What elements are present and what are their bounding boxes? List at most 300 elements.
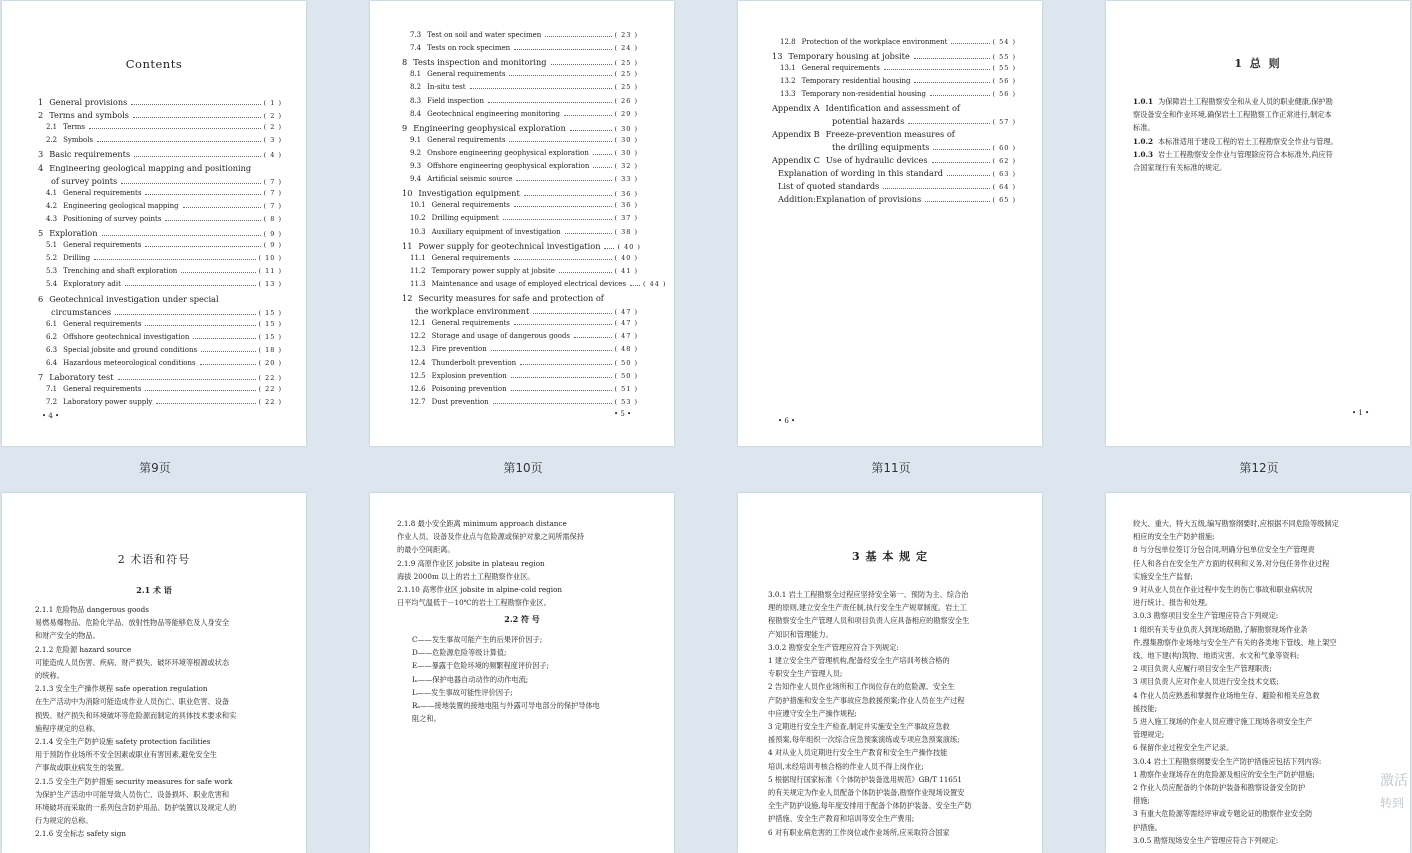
toc-number: 8.1 (410, 70, 422, 79)
toc-number: 5.3 (46, 267, 58, 276)
text-line: 和财产安全的物品。 (35, 631, 100, 641)
toc-entry[interactable] (410, 70, 638, 78)
text-line: 3.0.3 勘察项目安全生产管理应符合下列规定: (1133, 611, 1279, 621)
text-line: 线、地下建(构)筑物、地质灾害、水文和气象等资料; (1133, 651, 1300, 661)
toc-entry[interactable] (46, 136, 282, 144)
toc-page-number: ( 47 ) (614, 332, 638, 341)
toc-label: Poisoning prevention (431, 384, 507, 393)
toc-entry[interactable] (410, 319, 638, 327)
toc-entry[interactable] (410, 214, 638, 222)
toc-entry[interactable] (46, 202, 282, 210)
page-caption-10[interactable]: 第10页 (503, 461, 543, 475)
document-page-12[interactable] (1106, 1, 1410, 446)
toc-page-number: ( 22 ) (258, 398, 282, 407)
toc-entry[interactable] (410, 31, 638, 39)
toc-entry[interactable] (780, 77, 1016, 85)
toc-leader (932, 162, 990, 163)
toc-entry[interactable] (410, 398, 638, 406)
toc-number: 3 (38, 149, 44, 160)
toc-number: 10.3 (410, 227, 426, 236)
text-line: 在生产活动中为消除可能造成作业人员伤亡、职业危害、设备 (35, 697, 230, 707)
toc-number: 1 (38, 97, 44, 107)
toc-leader (97, 141, 261, 142)
toc-entry[interactable] (772, 103, 1016, 113)
toc-label: the drilling equipments (832, 142, 930, 152)
text-line: 3.0.4 岩土工程勘察纲要安全生产防护措施应包括下列内容: (1133, 756, 1322, 766)
text-line (1133, 148, 1383, 161)
toc-number: 12.1 (410, 319, 426, 328)
toc-label: Maintenance and usage of employed electrical devices (431, 279, 627, 288)
toc-number: 9 (402, 122, 408, 133)
toc-leader (565, 233, 612, 234)
toc-entry[interactable] (772, 51, 1016, 61)
text-line: Iₙ——保护电器自动动作的动作电流; (412, 674, 529, 684)
toc-entry[interactable] (410, 279, 667, 288)
toc-leader (630, 285, 640, 286)
toc-entry[interactable] (46, 241, 282, 249)
toc-entry[interactable] (772, 142, 1016, 152)
toc-entry[interactable] (410, 345, 638, 353)
toc-leader (545, 36, 611, 37)
toc-leader (514, 324, 612, 325)
toc-entry[interactable] (38, 110, 282, 120)
toc-label: Terms (63, 123, 85, 132)
toc-entry[interactable] (410, 175, 638, 183)
toc-label: In-situ test (427, 83, 466, 92)
toc-page-number: ( 63 ) (992, 170, 1016, 178)
toc-label: Explanation of wording in this standard (778, 168, 943, 178)
text-line: 易燃易爆物品、危险化学品、放射性物品等能够危及人身安全 (35, 618, 230, 628)
toc-entry[interactable] (38, 228, 282, 238)
toc-number: 4.3 (46, 214, 58, 223)
toc-page-number: ( 54 ) (992, 38, 1016, 46)
toc-page-number: ( 40 ) (617, 242, 641, 251)
toc-page-number: ( 2 ) (263, 123, 282, 132)
toc-leader (118, 379, 256, 380)
toc-label: Terms and symbols (49, 110, 129, 121)
text-line: 1 组织有关专业负责人到现场踏勘,了解勘察现场作业条 (1133, 624, 1308, 634)
toc-leader (933, 149, 989, 150)
toc-entry[interactable] (772, 181, 1016, 191)
toc-page-number: ( 2 ) (263, 112, 282, 121)
toc-leader (125, 285, 256, 286)
document-page-9[interactable] (2, 1, 306, 446)
toc-leader (947, 175, 990, 176)
toc-page-number: ( 1 ) (263, 99, 282, 107)
toc-page-number: ( 9 ) (263, 241, 282, 250)
toc-entry[interactable] (402, 240, 641, 251)
toc-leader (102, 235, 261, 236)
toc-number: 11.3 (410, 279, 426, 288)
toc-leader (559, 272, 612, 273)
toc-leader (193, 338, 255, 339)
toc-entry[interactable] (38, 163, 282, 173)
text-line: 进行统计、报告和处理。 (1133, 598, 1213, 608)
toc-entry[interactable] (410, 201, 638, 209)
page-caption-9[interactable]: 第9页 (139, 461, 171, 475)
chapter-title: 2 术语和符号 (117, 553, 191, 566)
text-line: 2.1.1 危险物品 dangerous goods (35, 605, 149, 614)
toc-number: 5 (38, 228, 44, 238)
section-body (397, 517, 657, 609)
text-line: 2.1.6 安全标志 safety sign (35, 829, 126, 839)
toc-label: Special jobsite and ground conditions (63, 345, 198, 354)
toc-entry[interactable] (46, 123, 282, 131)
toc-label: circumstances (51, 306, 112, 317)
toc-label: Protection of the workplace environment (801, 38, 948, 46)
toc-entry[interactable] (46, 215, 282, 223)
toc-number: 12.7 (410, 397, 426, 406)
toc-leader (908, 123, 989, 124)
toc-entry[interactable] (46, 385, 282, 393)
toc-label: Identification and assessment of (825, 103, 960, 113)
toc-number: 4.1 (46, 188, 58, 197)
toc-number: 6.4 (46, 359, 58, 367)
text-line: 3.0.2 勘察安全生产管理应符合下列规定: (768, 642, 899, 652)
clause-number: 1.0.3 (1133, 149, 1154, 159)
toc-label: General requirements (63, 385, 142, 394)
toc-label: Drilling equipment (431, 214, 499, 223)
toc-number: 9.3 (410, 162, 422, 170)
text-line: 3.0.1 岩土工程勘察全过程应坚持安全第一、预防为主、综合治 (768, 590, 969, 599)
toc-entry[interactable] (410, 110, 638, 118)
toc-number: 8.4 (410, 109, 422, 118)
document-page-13[interactable] (2, 493, 306, 853)
document-page-11[interactable] (738, 1, 1042, 446)
toc-entry[interactable] (410, 385, 638, 393)
toc-leader (511, 377, 612, 378)
toc-label: Drilling (63, 254, 91, 263)
section-title: 2.1 术 语 (136, 585, 172, 595)
toc-number: 7.3 (410, 31, 422, 39)
toc-entry[interactable] (780, 38, 1016, 46)
toc-page-number: ( 7 ) (263, 188, 282, 197)
toc-entry[interactable] (772, 168, 1016, 178)
toc-entry[interactable] (772, 155, 1016, 165)
toc-label: General requirements (63, 319, 142, 328)
toc-label: Trenching and shaft exploration (63, 267, 178, 276)
clause-text: 标准。 (1133, 123, 1155, 133)
text-line: E——暴露于危险环境的频繁程度评价因子; (412, 661, 550, 671)
toc-number: 10.1 (410, 201, 426, 210)
toc-page-number: ( 15 ) (258, 332, 282, 341)
text-line: 6 对有职业病危害的工作岗位或作业场所,应采取符合国家 (768, 827, 950, 837)
toc-page-number: ( 44 ) (643, 279, 667, 288)
toc-page-number: ( 47 ) (614, 319, 638, 328)
text-line: 的最小空间距离。 (397, 545, 455, 555)
toc-label: the workplace environment (415, 306, 530, 317)
text-line: 援技能; (1133, 703, 1157, 713)
text-line (1133, 135, 1383, 148)
toc-number: 12.2 (410, 332, 426, 341)
document-page-16[interactable] (1106, 493, 1410, 853)
toc-number: 8.3 (410, 96, 422, 105)
toc-number: 9.2 (410, 148, 422, 157)
toc-leader (165, 220, 260, 221)
toc-page-number: ( 30 ) (614, 135, 638, 144)
page-caption-12[interactable]: 第12页 (1239, 461, 1279, 475)
toc-label: Symbols (63, 136, 94, 145)
toc-label: General requirements (63, 188, 142, 197)
toc-label: Temporary power supply at jobsite (431, 266, 555, 275)
text-line: C——发生事故可能产生的后果评价因子; (412, 635, 543, 644)
toc-entry[interactable] (402, 188, 638, 198)
toc-label: Temporary residential housing (801, 77, 911, 85)
toc-label: General provisions (49, 97, 128, 107)
toc-leader (570, 130, 612, 131)
toc-page-number: ( 64 ) (992, 183, 1016, 191)
toc-entry[interactable] (38, 294, 282, 304)
toc-page-number: ( 13 ) (258, 280, 282, 289)
toc-entry[interactable] (772, 116, 1016, 126)
toc-entry[interactable] (46, 320, 282, 328)
toc-label: Freeze-prevention measures of (825, 129, 955, 139)
toc-number: 10.2 (410, 214, 426, 223)
toc-label: General requirements (63, 241, 142, 250)
text-line: 5 根据现行国家标准《个体防护装备选用规范》GB/T 11651 (768, 774, 962, 784)
toc-entry[interactable] (780, 64, 1016, 72)
toc-entry[interactable] (410, 97, 638, 105)
toc-label: Temporary housing at jobsite (788, 51, 910, 61)
toc-number: 5.4 (46, 280, 58, 289)
toc-entry[interactable] (410, 359, 638, 367)
toc-entry[interactable] (772, 129, 1016, 139)
toc-label: General requirements (427, 70, 506, 79)
toc-leader (181, 272, 255, 273)
toc-leader (145, 325, 255, 326)
toc-entry[interactable] (402, 57, 638, 67)
toc-page-number: ( 25 ) (614, 59, 638, 68)
toc-leader (524, 195, 612, 196)
text-line: 较大、重大、特大五级,编写勘察纲要时,应根据不同危险等级制定 (1133, 519, 1339, 528)
symbol-list (412, 633, 652, 725)
toc-entry[interactable] (402, 293, 638, 303)
toc-leader (604, 248, 614, 249)
toc-number: 12.8 (780, 38, 796, 46)
clause-text: 为保障岩土工程勘察安全和从业人员的职业健康,保护勘 (1158, 97, 1333, 106)
text-line: 2.1.8 最小安全距离 minimum approach distance (397, 519, 567, 528)
toc-number: 13.3 (780, 90, 796, 98)
document-page-14[interactable] (370, 493, 674, 853)
toc-leader (134, 156, 261, 157)
toc-page-number: ( 4 ) (263, 151, 282, 160)
document-page-15[interactable] (738, 493, 1042, 853)
text-line: 产防护措施和安全生产事故应急救援预案;作业人员在生产过程 (768, 695, 965, 705)
toc-number: 7 (38, 372, 44, 383)
toc-entry[interactable] (402, 306, 638, 316)
toc-entry[interactable] (410, 372, 638, 380)
toc-leader (574, 337, 612, 338)
chapter-title: 3 基 本 规 定 (852, 550, 928, 563)
toc-label: Exploration (49, 228, 98, 238)
toc-entry[interactable] (46, 267, 282, 275)
toc-page-number: ( 3 ) (263, 136, 282, 145)
toc-entry[interactable] (46, 280, 282, 288)
text-line: 实施安全生产监督; (1133, 571, 1193, 581)
text-line: 2 告知作业人员作业场所和工作岗位存在的危险源、安全生 (768, 682, 955, 692)
toc-entry[interactable] (410, 267, 638, 275)
text-line: 海拔 2000m 以上的岩土工程勘察作业区。 (397, 571, 535, 581)
toc-leader (884, 69, 990, 70)
toc-number: 6 (38, 293, 44, 304)
toc-entry[interactable] (46, 346, 282, 354)
toc-page-number: ( 26 ) (614, 96, 638, 105)
contents-title: Contents (125, 57, 183, 71)
toc-entry[interactable] (46, 254, 282, 262)
text-line: 措施; (1133, 796, 1150, 806)
toc-page-number: ( 30 ) (614, 148, 638, 157)
toc-label: Security measures for safe and protection of (418, 293, 604, 303)
toc-leader (520, 364, 611, 365)
toc-leader (533, 313, 611, 314)
toc-number: Appendix C (772, 155, 820, 165)
document-page-10[interactable] (370, 1, 674, 446)
toc-entry[interactable] (410, 332, 638, 340)
toc-label: Engineering geological mapping and positioning (49, 162, 252, 173)
toc-leader (488, 102, 612, 103)
text-line: 可能造成人员伤害、疾病、财产损失、破坏环境等根源或状态 (35, 657, 230, 667)
text-line: 件,搜集勘察作业场地与安全生产有关的各类地下管线、地上架空 (1133, 637, 1337, 647)
text-line: 环境破坏而采取的一系列包含防护用品、防护装置以及规定人的 (35, 803, 237, 813)
toc-page-number: ( 55 ) (992, 53, 1016, 61)
toc-number: 9.4 (410, 175, 422, 184)
toc-label: Onshore engineering geophysical exploration (427, 148, 589, 157)
toc-leader (925, 201, 989, 202)
toc-entry[interactable] (410, 162, 638, 170)
toc-entry[interactable] (410, 228, 638, 236)
text-line: 中应遵守安全生产操作规程; (768, 708, 857, 718)
toc-label: Hazardous meteorological conditions (63, 359, 196, 367)
toc-entry[interactable] (38, 372, 282, 382)
toc-entry[interactable] (780, 90, 1016, 98)
toc-label: Engineering geophysical exploration (413, 122, 566, 133)
toc-leader (183, 207, 261, 208)
toc-label: General requirements (431, 319, 510, 328)
toc-number: 12.6 (410, 384, 426, 393)
text-line: 培训,未经培训考核合格的作业人员不得上岗作业; (768, 761, 924, 771)
text-line: 2 项目负责人应履行项目安全生产管理职责; (1133, 664, 1272, 674)
section-body (35, 603, 285, 841)
toc-page-number: ( 51 ) (614, 384, 638, 393)
text-line: 5 进入施工现场的作业人员应遵守施工现场各项安全生产 (1133, 717, 1313, 727)
toc-entry[interactable] (772, 194, 1016, 204)
toc-number: 6.1 (46, 319, 58, 328)
toc-leader (509, 141, 611, 142)
text-line: 2.1.3 安全生产操作规程 safe operation regulation (35, 684, 208, 694)
text-line: 专职安全生产管理人员; (768, 669, 843, 679)
toc-leader (593, 154, 612, 155)
toc-number: 5.2 (46, 254, 58, 263)
toc-page-number: ( 24 ) (614, 44, 638, 53)
toc-page-number: ( 65 ) (992, 196, 1016, 204)
toc-label: Dust prevention (431, 397, 489, 406)
text-line (1133, 108, 1383, 121)
toc-entry[interactable] (46, 398, 282, 406)
text-line: L——发生事故可能性评价因子; (412, 687, 513, 697)
toc-entry[interactable] (46, 333, 282, 341)
toc-number: 2.2 (46, 136, 58, 145)
text-line: 4 作业人员应熟悉和掌握作业场地生存、避险和相关应急救 (1133, 690, 1320, 700)
toc-leader (593, 167, 611, 168)
toc-page-number: ( 29 ) (614, 109, 638, 118)
toc-entry[interactable] (410, 83, 638, 91)
toc-entry[interactable] (46, 359, 282, 367)
toc-number: 12 (402, 293, 413, 303)
toc-page-number: ( 15 ) (258, 319, 282, 328)
toc-entry[interactable] (46, 189, 282, 197)
chapter-body (1133, 95, 1383, 174)
toc-label: Tests inspection and monitoring (413, 57, 547, 68)
toc-entry[interactable] (410, 136, 638, 144)
toc-entry[interactable] (410, 44, 638, 52)
text-line: 产事故或职业病发生的装置。 (35, 763, 129, 773)
toc-page-number: ( 18 ) (258, 345, 282, 354)
text-line: 6 保留作业过程安全生产记录。 (1133, 743, 1234, 753)
toc-label: of survey points (51, 175, 118, 186)
text-line: 理的原则,建立安全生产责任制,执行安全生产规章制度。岩土工 (768, 603, 967, 613)
toc-entry[interactable] (38, 97, 282, 107)
section-body (1133, 517, 1389, 847)
text-line: Rₐ——接地装置的接地电阻与外露可导电部分的保护导体电 (412, 701, 600, 711)
clause-text: 合国家现行有关标准的规定。 (1133, 163, 1227, 173)
watermark-line: 激活 (1380, 773, 1408, 789)
toc-label: Offshore geotechnical investigation (63, 332, 190, 341)
page-number: • 6 • (778, 417, 796, 425)
toc-number: 8.2 (410, 83, 422, 92)
toc-entry[interactable] (410, 149, 638, 157)
watermark-line: 转到 (1380, 796, 1405, 810)
toc-leader (200, 364, 256, 365)
toc-entry[interactable] (38, 176, 282, 186)
toc-leader (511, 390, 612, 391)
toc-label: General requirements (427, 135, 506, 144)
toc-page-number: ( 32 ) (614, 162, 638, 170)
toc-page-number: ( 25 ) (614, 70, 638, 79)
text-line: 全生产防护设施,每年度安排用于配备个体防护装备、安全生产防 (768, 801, 972, 811)
toc-entry[interactable] (402, 123, 638, 133)
toc-number: 11 (402, 240, 413, 251)
toc-page-number: ( 57 ) (992, 118, 1016, 126)
toc-page-number: ( 60 ) (992, 144, 1016, 152)
toc-number: 7.2 (46, 398, 58, 407)
toc-leader (115, 314, 255, 315)
toc-entry[interactable] (410, 254, 638, 262)
toc-leader (493, 403, 612, 404)
toc-leader (89, 128, 261, 129)
toc-leader (131, 104, 260, 105)
toc-label: Artificial seismic source (427, 175, 513, 184)
toc-label: Use of hydraulic devices (825, 155, 928, 165)
toc-number: Appendix B (772, 129, 820, 139)
toc-label: General requirements (431, 253, 510, 262)
toc-page-number: ( 37 ) (614, 214, 638, 223)
toc-entry[interactable] (38, 149, 282, 159)
page-number: • 1 • (1352, 409, 1370, 417)
toc-label: Fire prevention (431, 345, 487, 354)
text-line: 的有关规定为作业人员配备个体防护装备,勘察作业现场设置安 (768, 788, 965, 798)
toc-leader (883, 188, 989, 189)
toc-page-number: ( 8 ) (263, 214, 282, 223)
text-line: 日平均气温低于－10℃的岩土工程勘察作业区。 (397, 598, 551, 608)
toc-leader (914, 58, 990, 59)
text-line: 损毁、财产损失和环境破坏等危险源而制定的具体技术要求和实 (35, 710, 237, 720)
text-line: 为保护生产活动中可能导致人员伤亡、设备损坏、职业危害和 (35, 789, 230, 799)
toc-entry[interactable] (38, 307, 282, 317)
page-caption-11[interactable]: 第11页 (871, 461, 911, 475)
toc-page-number: ( 10 ) (258, 254, 282, 263)
toc-number: 13 (772, 51, 783, 61)
toc-label: Explosion prevention (431, 371, 507, 380)
